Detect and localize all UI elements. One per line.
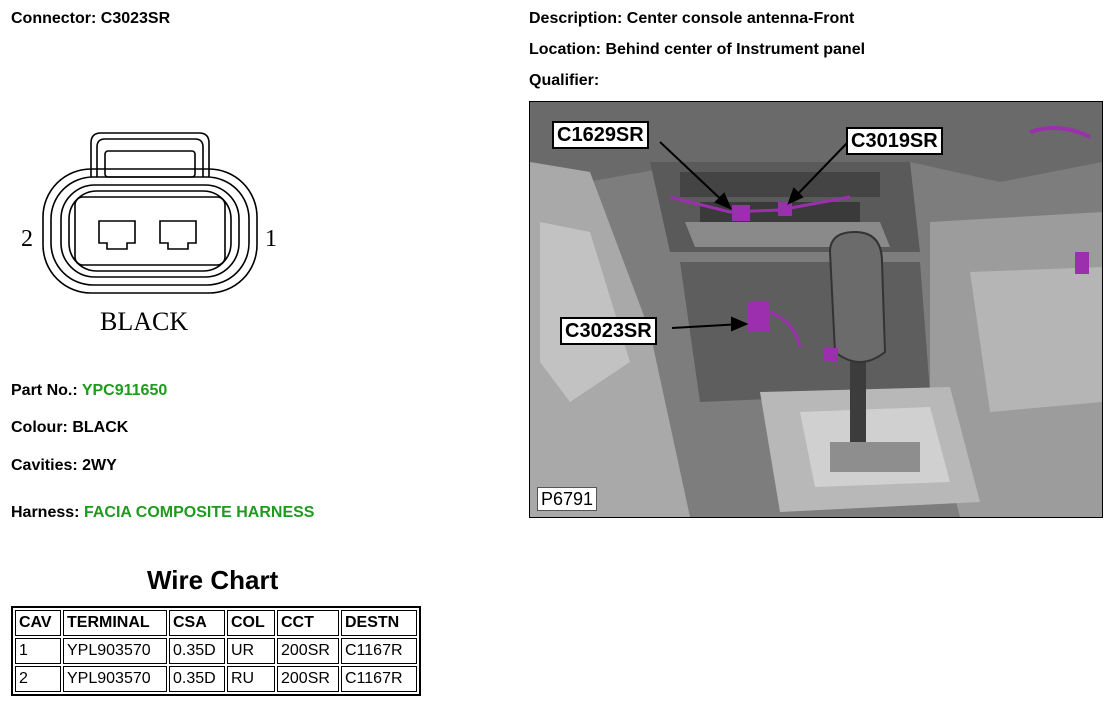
description-label: Description: <box>529 10 623 27</box>
cell-cav: 2 <box>15 666 61 692</box>
harness-label: Harness: <box>11 504 80 521</box>
colour-value: BLACK <box>72 419 129 436</box>
cell-terminal: YPL903570 <box>63 666 167 692</box>
connector-value: C3023SR <box>100 10 171 27</box>
cavities-value: 2WY <box>82 457 117 474</box>
wire-chart-table <box>11 606 421 696</box>
cell-csa: 0.35D <box>169 666 225 692</box>
cell-destn: C1167R <box>341 666 417 692</box>
part-no-value[interactable]: YPC911650 <box>81 382 168 399</box>
cell-col: RU <box>227 666 275 692</box>
table-row <box>15 638 417 664</box>
cell-terminal: YPL903570 <box>63 638 167 664</box>
header-destn: DESTN <box>341 610 417 636</box>
callout-c3023sr: C3023SR <box>560 317 657 345</box>
location-value: Behind center of Instrument panel <box>605 41 866 58</box>
cavities-line <box>11 457 117 475</box>
header-cct: CCT <box>277 610 339 636</box>
cavities-label: Cavities: <box>11 457 78 474</box>
part-no-label: Part No.: <box>11 382 78 399</box>
pin-2-label: 2 <box>21 226 33 252</box>
cell-csa: 0.35D <box>169 638 225 664</box>
cell-col: UR <box>227 638 275 664</box>
colour-line <box>11 419 128 437</box>
header-col: COL <box>227 610 275 636</box>
cell-cct: 200SR <box>277 638 339 664</box>
header-terminal: TERMINAL <box>63 610 167 636</box>
connector-line <box>11 10 170 28</box>
location-photo <box>529 101 1103 518</box>
connector-diagram <box>15 125 285 340</box>
location-label: Location: <box>529 41 601 58</box>
callout-c3019sr: C3019SR <box>846 127 943 155</box>
location-line <box>529 41 865 59</box>
qualifier-line <box>529 72 599 90</box>
cell-cav: 1 <box>15 638 61 664</box>
console-illustration <box>530 102 1102 517</box>
harness-value[interactable]: FACIA COMPOSITE HARNESS <box>83 504 315 521</box>
wire-chart-title: Wire Chart <box>147 565 279 595</box>
table-row <box>15 666 417 692</box>
description-value: Center console antenna-Front <box>626 10 855 27</box>
colour-label: Colour: <box>11 419 68 436</box>
header-csa: CSA <box>169 610 225 636</box>
cell-cct: 200SR <box>277 666 339 692</box>
part-no-line <box>11 382 167 400</box>
wire-chart-header-row <box>15 610 417 636</box>
header-cav: CAV <box>15 610 61 636</box>
callout-c1629sr: C1629SR <box>552 121 649 149</box>
harness-line <box>11 504 314 522</box>
qualifier-label: Qualifier: <box>529 72 600 89</box>
cell-destn: C1167R <box>341 638 417 664</box>
description-line <box>529 10 854 28</box>
pin-1-label: 1 <box>265 226 277 252</box>
diagram-color-label: BLACK <box>100 307 189 336</box>
figure-id-label: P6791 <box>537 487 597 511</box>
connector-label: Connector: <box>11 10 97 27</box>
